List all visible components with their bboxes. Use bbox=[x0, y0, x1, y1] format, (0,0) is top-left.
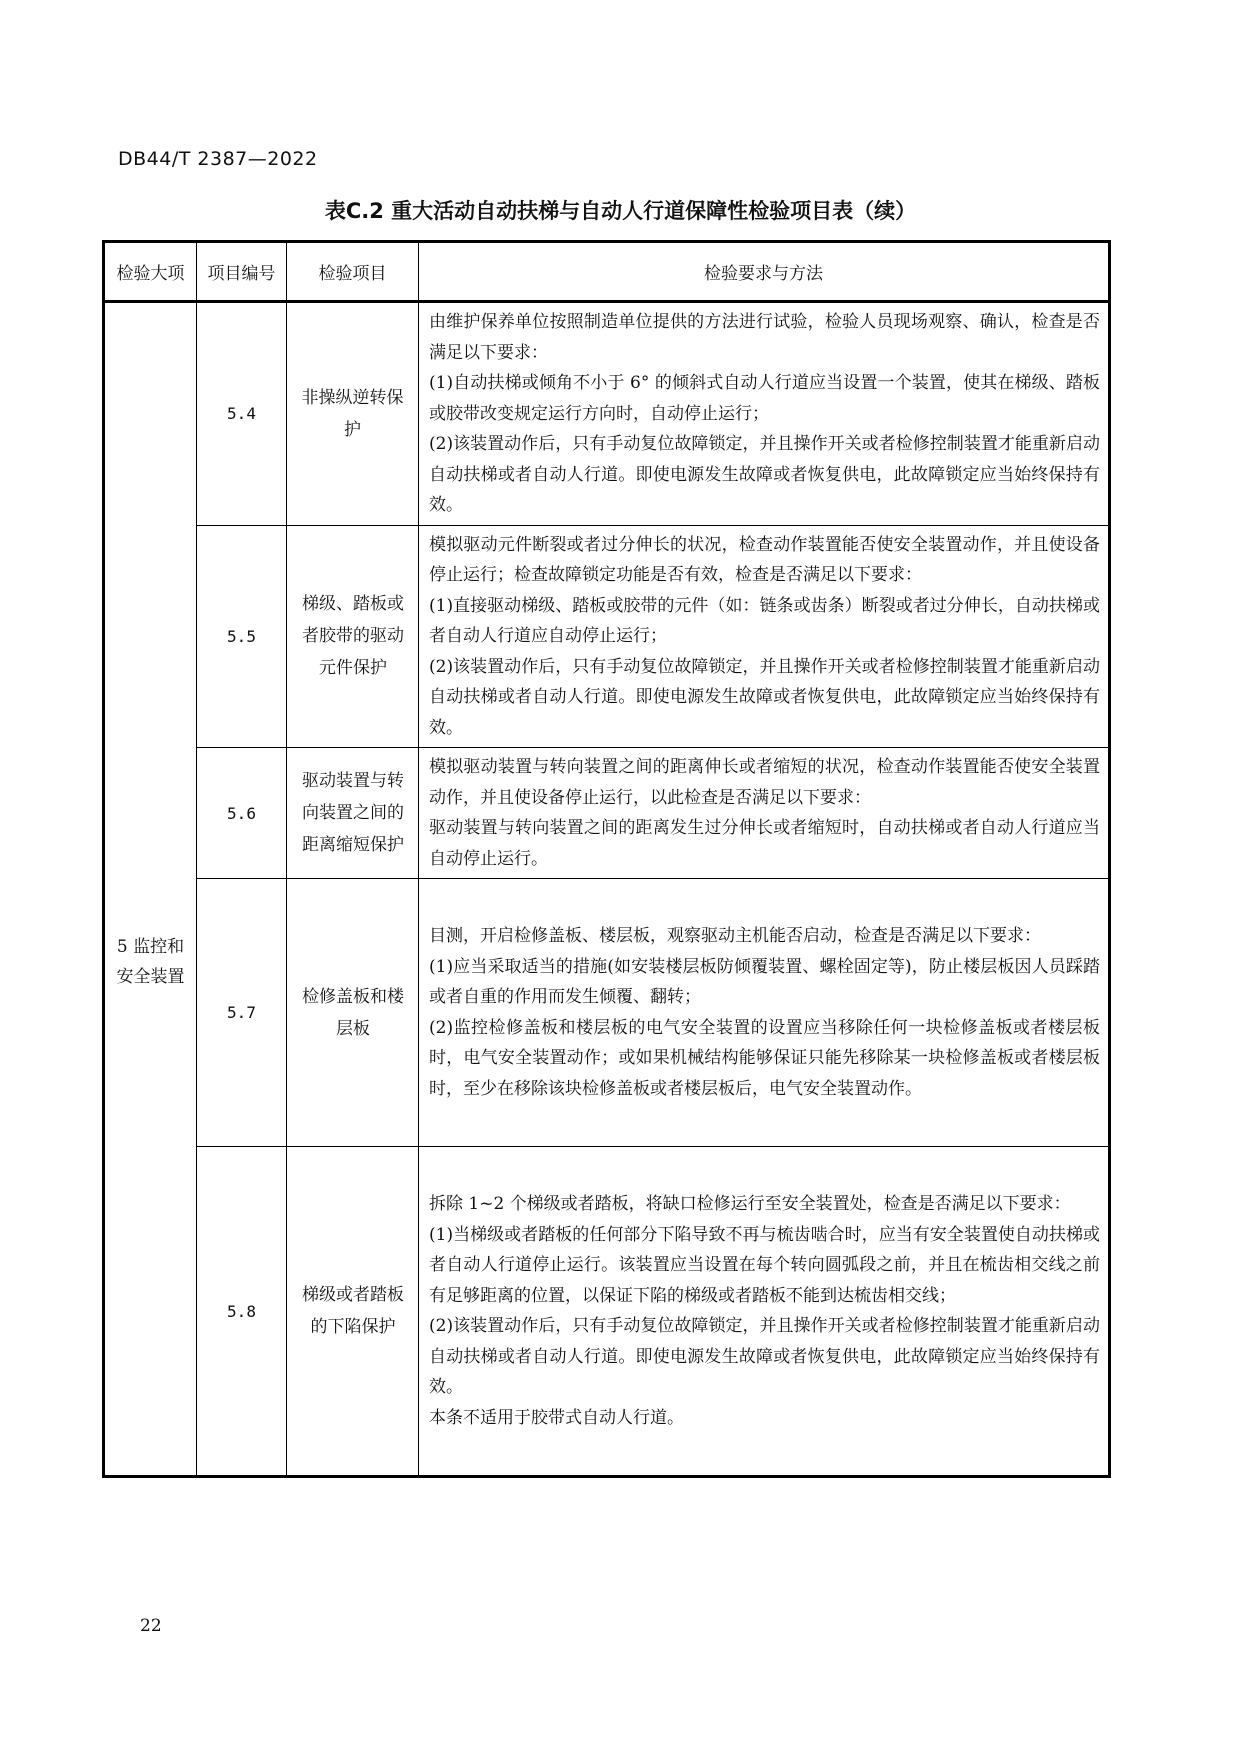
requirement-text: (1)自动扶梯或倾角不小于 6° 的倾斜式自动人行道应当设置一个装置，使其在梯级、踏板或胶带改变规定运行方向时，自动停止运行； bbox=[429, 373, 1100, 424]
item-name: 驱动装置与转向装置之间的距离缩短保护 bbox=[287, 748, 419, 879]
requirement-text: 目测，开启检修盖板、楼层板，观察驱动主机能否启动，检查是否满足以下要求： bbox=[429, 926, 1041, 946]
table-row bbox=[104, 1147, 1110, 1477]
category-cell bbox=[104, 302, 197, 1477]
requirement-text: (2)该装置动作后，只有手动复位故障锁定，并且操作开关或者检修控制装置才能重新启动自动扶梯或者自动人行道。即使电源发生故障或者恢复供电，此故障锁定应当始终保持有效。 bbox=[429, 1316, 1100, 1397]
table-row bbox=[104, 879, 1110, 1147]
table-title: 表C.2 重大活动自动扶梯与自动人行道保障性检验项目表（续） bbox=[324, 199, 917, 223]
requirement-text: 由维护保养单位按照制造单位提供的方法进行试验，检验人员现场观察、确认，检查是否满足以下要求： bbox=[429, 312, 1100, 363]
requirement-text: (1)当梯级或者踏板的任何部分下陷导致不再与梳齿啮合时，应当有安全装置使自动扶梯或者自动人行道停止运行。该装置应当设置在每个转向圆弧段之前，并且在梳齿相交线之前有足够距离的位置，以保证下陷的梯级或者踏板不能到达梳齿相交线； bbox=[429, 1224, 1100, 1306]
item-number: 5.6 bbox=[197, 748, 287, 879]
requirement-text: (1)直接驱动梯级、踏板或胶带的元件（如：链条或齿条）断裂或者过分伸长，自动扶梯或者自动人行道应自动停止运行； bbox=[429, 595, 1100, 646]
item-number: 5.4 bbox=[197, 302, 287, 526]
table-row bbox=[104, 748, 1110, 879]
requirement-text: 本条不适用于胶带式自动人行道。 bbox=[429, 1407, 684, 1428]
table-row bbox=[104, 525, 1110, 748]
requirement-text: 驱动装置与转向装置之间的距离发生过分伸长或者缩短时，自动扶梯或者自动人行道应当自动停止运行。 bbox=[429, 818, 1100, 869]
column-header: 检验大项 bbox=[104, 242, 197, 302]
category-label: 5 监控和安全装置 bbox=[116, 936, 185, 987]
item-number: 5.8 bbox=[197, 1147, 287, 1477]
page-number: 22 bbox=[140, 1616, 162, 1636]
requirement-text: 模拟驱动元件断裂或者过分伸长的状况，检查动作装置能否使安全装置动作，并且使设备停止运行；检查故障锁定功能是否有效，检查是否满足以下要求： bbox=[429, 534, 1100, 585]
requirement-text: (2)监控检修盖板和楼层板的电气安全装置的设置应当移除任何一块检修盖板或者楼层板时，电气安全装置动作；或如果机械结构能够保证只能先移除某一块检修盖板或者楼层板时，至少在移除该块检修盖板或者楼层板后，电气安全装置动作。 bbox=[429, 1017, 1100, 1099]
inspection-table bbox=[102, 240, 1111, 1478]
document-code: DB44/T 2387—2022 bbox=[118, 148, 318, 170]
requirement-text: (2)该装置动作后，只有手动复位故障锁定，并且操作开关或者检修控制装置才能重新启动自动扶梯或者自动人行道。即使电源发生故障或者恢复供电，此故障锁定应当始终保持有效。 bbox=[429, 656, 1100, 738]
table-row bbox=[104, 302, 1110, 526]
requirement-text: (2)该装置动作后，只有手动复位故障锁定，并且操作开关或者检修控制装置才能重新启动自动扶梯或者自动人行道。即使电源发生故障或者恢复供电，此故障锁定应当始终保持有效。 bbox=[429, 434, 1100, 515]
column-header: 项目编号 bbox=[197, 242, 287, 302]
requirement-cell bbox=[419, 879, 1110, 1147]
column-header: 检验要求与方法 bbox=[419, 242, 1110, 302]
requirement-cell bbox=[419, 1147, 1110, 1477]
requirement-cell bbox=[419, 302, 1110, 526]
requirement-cell bbox=[419, 525, 1110, 748]
item-number: 5.7 bbox=[197, 879, 287, 1147]
table-header-row bbox=[104, 242, 1110, 302]
requirement-cell bbox=[419, 748, 1110, 879]
item-name: 梯级或者踏板的下陷保护 bbox=[287, 1147, 419, 1477]
item-number: 5.5 bbox=[197, 525, 287, 748]
column-header: 检验项目 bbox=[287, 242, 419, 302]
item-name: 梯级、踏板或者胶带的驱动元件保护 bbox=[287, 525, 419, 748]
requirement-text: 模拟驱动装置与转向装置之间的距离伸长或者缩短的状况，检查动作装置能否使安全装置动作，并且使设备停止运行，以此检查是否满足以下要求： bbox=[429, 757, 1100, 808]
item-name: 检修盖板和楼层板 bbox=[287, 879, 419, 1147]
requirement-text: (1)应当采取适当的措施(如安装楼层板防倾覆装置、螺栓固定等)，防止楼层板因人员踩踏或者自重的作用而发生倾覆、翻转； bbox=[429, 956, 1100, 1007]
requirement-text: 拆除 1~2 个梯级或者踏板，将缺口检修运行至安全装置处，检查是否满足以下要求： bbox=[429, 1194, 1071, 1214]
item-name: 非操纵逆转保护 bbox=[287, 302, 419, 526]
